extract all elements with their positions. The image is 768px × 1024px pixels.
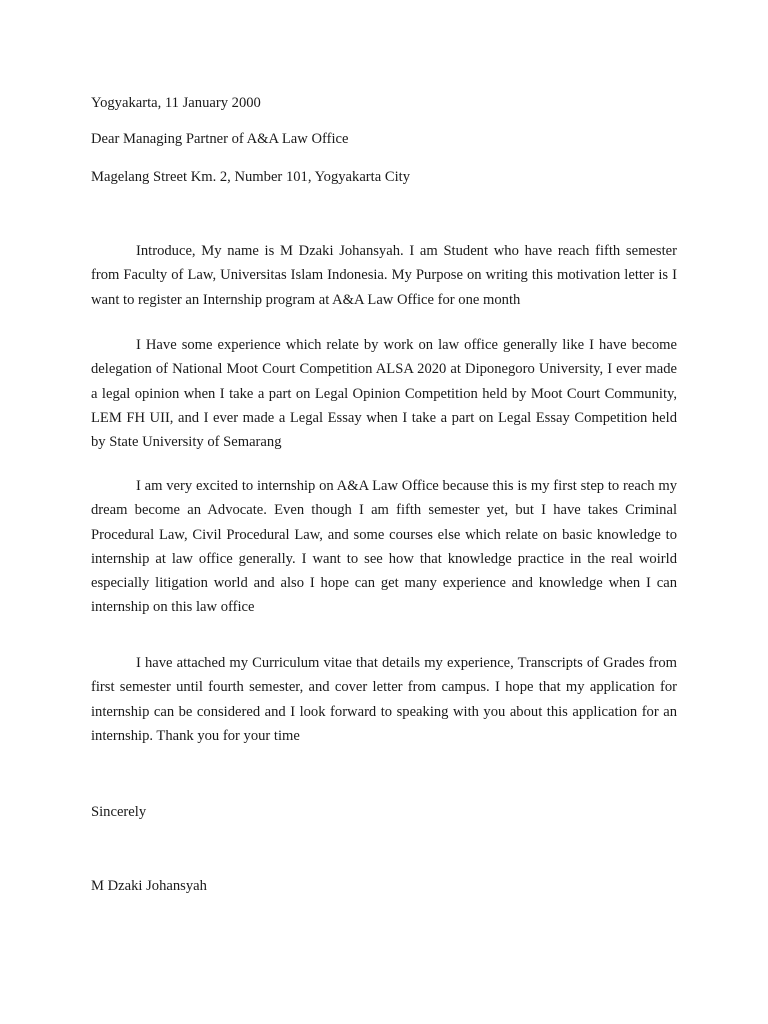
paragraph-text: Introduce, My name is M Dzaki Johansyah. I am Student who have reach fifth semester from Faculty of Law, Universitas Islam Indonesia. My Purpose on writing this motivation letter is I want to register an Internship program at A&A Law Office for one month — [91, 243, 677, 308]
signature-name: M Dzaki Johansyah — [91, 878, 207, 894]
date-line: Yogyakarta, 11 January 2000 — [91, 95, 261, 111]
paragraph-experience — [91, 333, 677, 454]
address-line: Magelang Street Km. 2, Number 101, Yogyakarta City — [91, 169, 410, 185]
paragraph-attachments — [91, 651, 677, 748]
recipient-line: Dear Managing Partner of A&A Law Office — [91, 131, 349, 147]
paragraph-motivation — [91, 474, 677, 620]
paragraph-introduction — [91, 239, 677, 312]
paragraph-text: I Have some experience which relate by work on law office generally like I have become delegation of National Moot Court Competition ALSA 2020 at Diponegoro University, I ever made a legal opinion when I take a part on Legal Opinion Competition held by Moot Court Community, LEM FH UII, and I ever made a Legal Essay when I take a part on Legal Essay Competition held by State University of Semarang — [91, 337, 677, 451]
closing-line: Sincerely — [91, 804, 147, 820]
paragraph-text: I am very excited to internship on A&A Law Office because this is my first step to reach my dream become an Advocate. Even though I am fifth semester yet, but I have takes Criminal Procedural Law, Civil Procedural Law, and some courses else which relate on basic knowledge to internship at law office generally. I want to see how that knowledge practice in the real woirld especially litigation world and also I hope can get many experience and knowledge when I can internship on this law office — [91, 478, 677, 616]
paragraph-text: I have attached my Curriculum vitae that details my experience, Transcripts of Grades from first semester until fourth semester, and cover letter from campus. I hope that my application for internship can be considered and I look forward to speaking with you about this application for an internship. Thank you for your time — [91, 655, 677, 744]
